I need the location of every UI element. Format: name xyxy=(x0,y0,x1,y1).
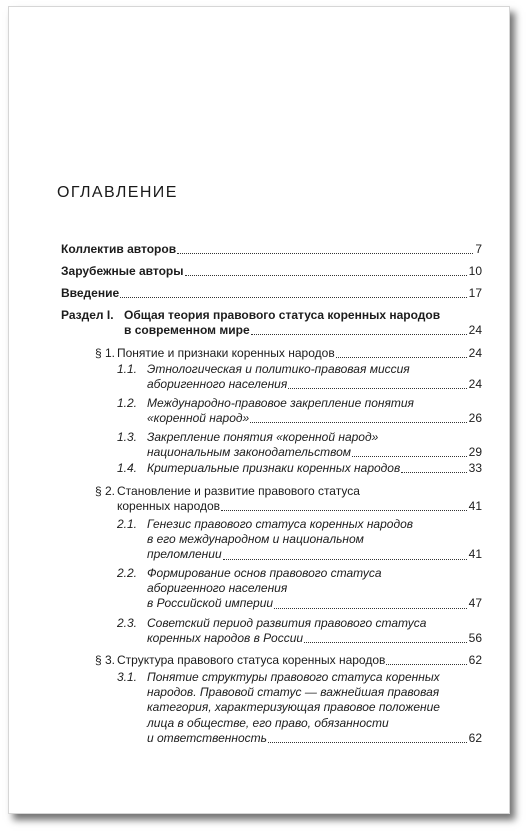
dot-leader xyxy=(177,253,473,254)
toc-entry-title-line: аборигенного населения xyxy=(147,377,288,392)
toc-entry-title-line: лица в обществе, его право, обязанности xyxy=(147,715,389,730)
toc-entry-p1-1[interactable] xyxy=(117,362,482,392)
toc-entry-title-line: в его международном и национальном xyxy=(147,532,364,547)
toc-entry-number: Раздел I. xyxy=(61,308,114,322)
toc-entry-title-line: аборигенного населения xyxy=(147,581,288,596)
toc-page-number: 10 xyxy=(468,263,482,278)
toc-entry-title-line: преломлении xyxy=(147,547,222,562)
dot-leader xyxy=(352,456,467,457)
dot-leader xyxy=(251,334,467,335)
dot-leader xyxy=(185,275,467,276)
toc-entry-title-line: Этнологическая и политико-правовая миссия xyxy=(147,362,410,376)
toc-entry-number: § 1. xyxy=(95,346,116,360)
toc-entry-title-line: Введение xyxy=(61,285,120,300)
toc-page-number: 24 xyxy=(468,345,482,360)
toc-entry-title-line: коренных народов xyxy=(117,499,221,514)
toc-entry-number: § 3. xyxy=(95,653,116,667)
toc-page-number: 47 xyxy=(468,596,482,611)
toc-entry-number: § 2. xyxy=(95,484,116,498)
toc-page-number: 29 xyxy=(468,445,482,460)
toc-entry-p2[interactable] xyxy=(95,484,482,514)
toc-entry-title-line: в Российской империи xyxy=(147,596,274,611)
toc-entry-p1-2[interactable] xyxy=(117,396,482,426)
toc-entry-number: 3.1. xyxy=(117,670,138,684)
toc-entry-title-line: Зарубежные авторы xyxy=(61,263,184,278)
toc-page-number: 24 xyxy=(468,377,482,392)
toc-entry-kollektiv[interactable] xyxy=(61,242,482,257)
toc-entry-title-line: Международно-правовое закрепление понятия xyxy=(147,396,414,410)
toc-entry-title-line: Советский период развития правового статуса xyxy=(147,616,427,630)
toc-entry-number: 2.2. xyxy=(117,566,138,580)
toc-entry-number: 1.4. xyxy=(117,461,138,475)
toc-entry-title-line: в современном мире xyxy=(124,323,250,338)
toc-entry-number: 1.1. xyxy=(117,362,138,376)
toc-page-number: 62 xyxy=(468,730,482,745)
toc-entry-p2-2[interactable] xyxy=(117,566,482,612)
toc-entry-title-line: Понятие структуры правового статуса коренных xyxy=(147,670,440,684)
toc-entry-title-line: Структура правового статуса коренных народов xyxy=(117,652,386,667)
toc-entry-vvedenie[interactable] xyxy=(61,286,482,301)
toc-page-number: 26 xyxy=(468,411,482,426)
toc-entry-title-line: Критериальные признаки коренных народов xyxy=(147,460,401,475)
toc-entry-title-line: Понятие и признаки коренных народов xyxy=(117,345,335,360)
toc-entry-zarubezhnye[interactable] xyxy=(61,264,482,279)
dot-leader xyxy=(288,388,466,389)
dot-leader xyxy=(401,472,466,473)
toc-entry-p3-1[interactable] xyxy=(117,670,482,746)
dot-leader xyxy=(274,608,467,609)
toc-entry-p1[interactable] xyxy=(95,345,482,361)
toc-entry-title-line: Формирование основ правового статуса xyxy=(147,566,382,580)
dot-leader xyxy=(304,642,467,643)
toc-page-number: 7 xyxy=(475,241,482,256)
toc-entry-number: 2.1. xyxy=(117,517,138,531)
dot-leader xyxy=(268,742,467,743)
toc-entry-title-line: категория, характеризующая правовое положение xyxy=(147,700,440,715)
toc-entry-title-line: Коллектив авторов xyxy=(61,241,177,256)
dot-leader xyxy=(386,664,466,665)
toc-entry-title-line: «коренной народ» xyxy=(147,411,250,426)
toc-page-number: 41 xyxy=(468,499,482,514)
toc-entry-title-line: народов. Правовой статус — важнейшая правовая xyxy=(147,685,440,700)
toc-entry-number: 1.3. xyxy=(117,430,138,444)
toc-entry-number: 2.3. xyxy=(117,616,138,630)
toc-page-number: 17 xyxy=(468,285,482,300)
dot-leader xyxy=(120,297,466,298)
toc-entry-title-line: Становление и развитие правового статуса xyxy=(117,484,360,498)
toc-page-number: 62 xyxy=(468,652,482,667)
toc-entry-p1-3[interactable] xyxy=(117,430,482,460)
toc-entry-title-line: Генезис правового статуса коренных народов xyxy=(147,517,414,531)
toc-entry-title-line: Закрепление понятия «коренной народ» xyxy=(147,430,379,444)
toc-entry-title-line: и ответственность xyxy=(147,730,267,745)
dot-leader xyxy=(250,422,466,423)
toc-entry-title-line: Общая теория правового статуса коренных народов xyxy=(124,308,441,322)
toc-page-number: 24 xyxy=(468,323,482,338)
dot-leader xyxy=(221,510,467,511)
dot-leader xyxy=(223,559,467,560)
toc-entry-razdel-1[interactable] xyxy=(61,308,482,338)
toc-entry-p2-3[interactable] xyxy=(117,616,482,646)
toc-entry-p3[interactable] xyxy=(95,652,482,668)
toc-heading: ОГЛАВЛЕНИЕ xyxy=(57,184,178,201)
toc-page-number: 56 xyxy=(468,631,482,646)
toc-entry-p1-4[interactable] xyxy=(117,460,482,476)
toc-page-number: 41 xyxy=(468,547,482,562)
toc-entry-number: 1.2. xyxy=(117,396,138,410)
dot-leader xyxy=(336,357,467,358)
toc-entry-p2-1[interactable] xyxy=(117,517,482,563)
toc-page-number: 33 xyxy=(468,460,482,475)
toc-entry-title-line: коренных народов в России xyxy=(147,631,304,646)
toc-entry-title-line: национальным законодательством xyxy=(147,445,351,460)
